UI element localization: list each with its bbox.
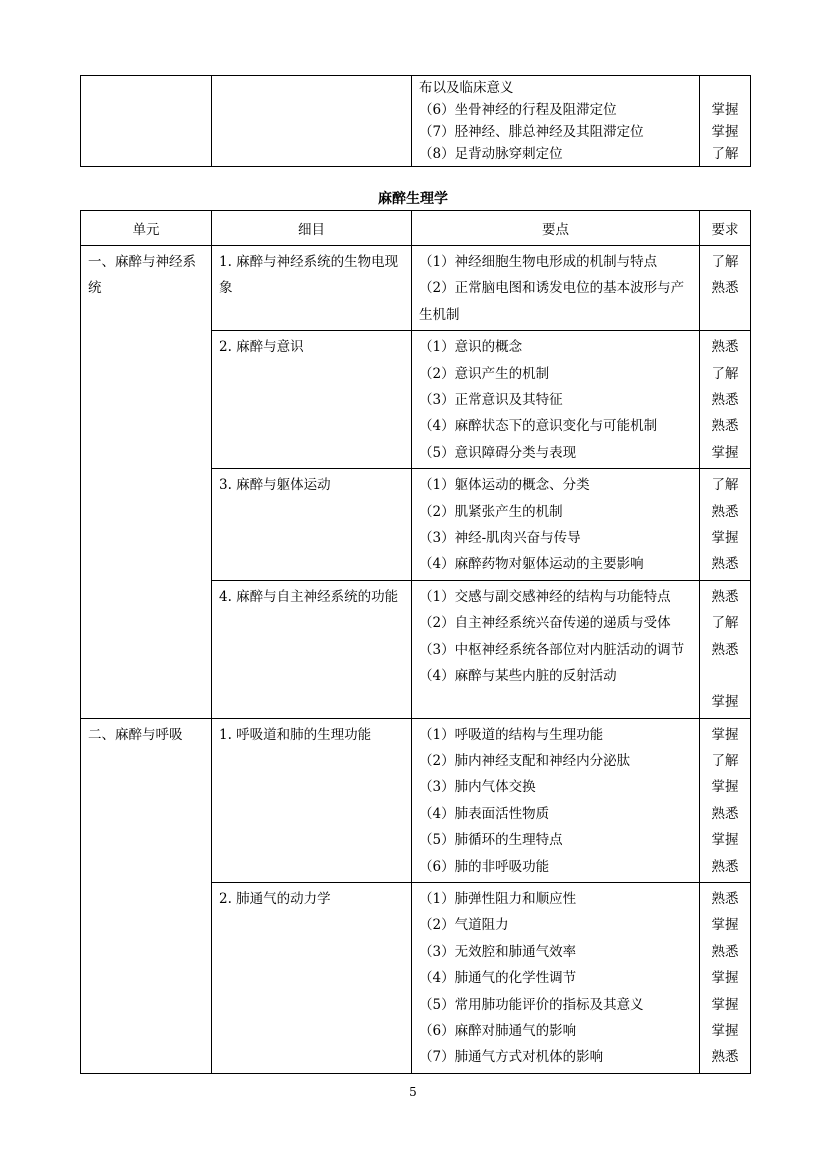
requirement-cell <box>700 331 751 469</box>
requirement-item: 熟悉 <box>711 641 739 658</box>
detail-cell: 2. 麻醉与意识 <box>212 331 412 469</box>
point-item: （1）意识的概念 <box>419 339 523 356</box>
point-item: （1）肺弹性阻力和顺应性 <box>419 891 577 908</box>
requirement-item: 掌握 <box>711 726 739 743</box>
point-item: （3）无效腔和肺通气效率 <box>419 943 577 960</box>
requirement-item: 熟悉 <box>711 391 739 408</box>
point-item: （2）正常脑电图和诱发电位的基本波形与产生机制 <box>419 280 685 323</box>
requirement-item: 熟悉 <box>711 339 739 356</box>
section-title: 麻醉生理学 <box>378 191 448 207</box>
detail-cell: 4. 麻醉与自主神经系统的功能 <box>212 580 412 718</box>
point-item: （3）正常意识及其特征 <box>419 391 563 408</box>
points-cell <box>412 331 700 469</box>
requirement-item: 了解 <box>711 146 739 162</box>
requirement-item: 熟悉 <box>711 805 739 822</box>
unit-cell <box>81 76 212 167</box>
point-item: （3）神经-肌肉兴奋与传导 <box>419 529 581 546</box>
requirement-item: 了解 <box>711 254 739 270</box>
unit-cell: 一、麻醉与神经系统 <box>81 246 212 719</box>
requirement-item: 掌握 <box>711 970 739 987</box>
point-item: （1）躯体运动的概念、分类 <box>419 477 590 494</box>
point-item: （7）肺通气方式对机体的影响 <box>419 1049 604 1066</box>
header-points: 要点 <box>412 211 700 246</box>
point-item: （2）意识产生的机制 <box>419 365 550 382</box>
point-item: （2）肺内神经支配和神经内分泌肽 <box>419 753 631 770</box>
point-item: （1）交感与副交感神经的结构与功能特点 <box>419 588 671 605</box>
requirement-item: 掌握 <box>711 832 739 849</box>
point-item: （4）肺通气的化学性调节 <box>419 970 577 987</box>
point-item: （2）自主神经系统兴奋传递的递质与受体 <box>419 615 671 632</box>
point-item: （8）足背动脉穿刺定位 <box>419 146 563 162</box>
requirement-item: 掌握 <box>711 917 739 934</box>
requirement-cell <box>700 718 751 882</box>
requirement-cell <box>700 76 751 167</box>
point-item: （6）肺的非呼吸功能 <box>419 858 550 875</box>
requirement-cell <box>700 246 751 331</box>
requirement-item: 了解 <box>711 365 739 382</box>
point-item: （5）常用肺功能评价的指标及其意义 <box>419 996 644 1013</box>
table-header-row <box>81 211 751 246</box>
requirement-cell <box>700 580 751 718</box>
detail-cell: 1. 呼吸道和肺的生理功能 <box>212 718 412 882</box>
points-cell <box>412 246 700 331</box>
requirement-spacer <box>702 663 748 689</box>
requirement-item: 熟悉 <box>711 556 739 573</box>
requirement-item: 熟悉 <box>711 280 739 297</box>
syllabus-table <box>80 210 751 1074</box>
requirement-item: 熟悉 <box>711 418 739 435</box>
requirement-item: 掌握 <box>711 779 739 796</box>
points-cell <box>412 883 700 1074</box>
page-number: 5 <box>409 1085 417 1099</box>
requirement-item: 熟悉 <box>711 588 739 605</box>
unit-cell: 二、麻醉与呼吸 <box>81 718 212 1073</box>
points-cell <box>412 580 700 718</box>
detail-cell: 1. 麻醉与神经系统的生物电现象 <box>212 246 412 331</box>
point-item: （7）胫神经、腓总神经及其阻滞定位 <box>419 124 644 140</box>
point-item: （2）气道阻力 <box>419 917 509 934</box>
point-item: （2）肌紧张产生的机制 <box>419 503 563 520</box>
requirement-item: 熟悉 <box>711 943 739 960</box>
requirement-item: 掌握 <box>711 102 739 118</box>
table-row <box>81 76 751 167</box>
point-item: （1）神经细胞生物电形成的机制与特点 <box>419 254 658 270</box>
point-item: （1）呼吸道的结构与生理功能 <box>419 726 604 743</box>
table-row <box>81 246 751 331</box>
table-row <box>81 718 751 882</box>
requirement-item: 了解 <box>711 615 739 632</box>
points-cell <box>412 76 700 167</box>
requirement-cell <box>700 883 751 1074</box>
requirement-item: 掌握 <box>711 529 739 546</box>
point-item: （4）麻醉药物对躯体运动的主要影响 <box>419 556 644 573</box>
requirement-item: 了解 <box>711 477 739 494</box>
requirement-item: 掌握 <box>711 124 739 140</box>
requirement-item: 熟悉 <box>711 858 739 875</box>
point-item: （3）肺内气体交换 <box>419 779 536 796</box>
point-item: （6）坐骨神经的行程及阻滞定位 <box>419 102 617 118</box>
points-cell <box>412 718 700 882</box>
point-item: （4）麻醉状态下的意识变化与可能机制 <box>419 418 658 435</box>
header-detail: 细目 <box>212 211 412 246</box>
point-item: （4）麻醉与某些内脏的反射活动 <box>419 667 617 684</box>
detail-cell: 3. 麻醉与躯体运动 <box>212 469 412 581</box>
detail-cell: 2. 肺通气的动力学 <box>212 883 412 1074</box>
point-item: 布以及临床意义 <box>419 80 514 96</box>
requirement-item: 熟悉 <box>711 1049 739 1066</box>
requirement-item: 掌握 <box>711 444 739 461</box>
point-item: （4）肺表面活性物质 <box>419 805 550 822</box>
requirement-item: 熟悉 <box>711 891 739 908</box>
requirement-item: 掌握 <box>711 1022 739 1039</box>
header-unit: 单元 <box>81 211 212 246</box>
point-item: （5）意识障碍分类与表现 <box>419 444 577 461</box>
point-item: （5）肺循环的生理特点 <box>419 832 563 849</box>
detail-cell <box>212 76 412 167</box>
requirement-item: 熟悉 <box>711 503 739 520</box>
continuation-table <box>80 75 751 167</box>
requirement-item: 掌握 <box>711 996 739 1013</box>
requirement-cell <box>700 469 751 581</box>
requirement-item: 掌握 <box>711 694 739 711</box>
points-cell <box>412 469 700 581</box>
requirement-item <box>702 77 748 99</box>
point-item: （6）麻醉对肺通气的影响 <box>419 1022 577 1039</box>
header-requirement: 要求 <box>700 211 751 246</box>
requirement-item: 了解 <box>711 753 739 770</box>
point-item: （3）中枢神经系统各部位对内脏活动的调节 <box>419 641 685 658</box>
